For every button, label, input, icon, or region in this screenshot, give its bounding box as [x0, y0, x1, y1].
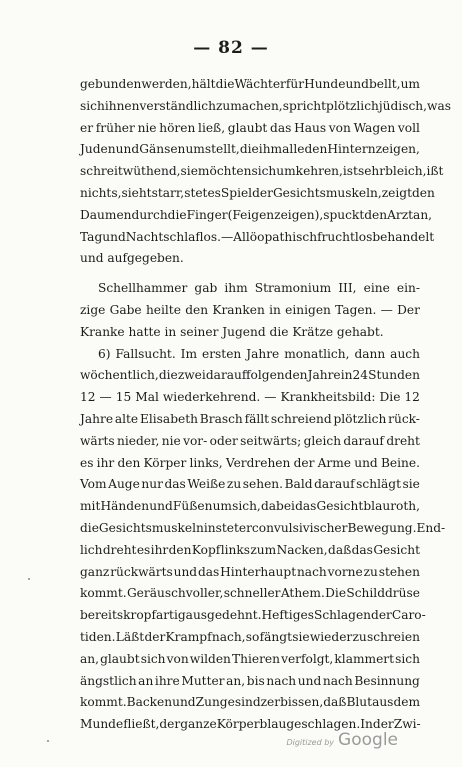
text-line: 12 — 15 Mal wiederkehrend. — Krankheitsbild: Die 12	[80, 390, 420, 405]
page-number: — 82 —	[193, 38, 269, 58]
text-line: wärts nieder, nie vor- oder seitwärts; gleich darauf dreht	[80, 433, 420, 448]
text-line: Daumen durch die Finger (Feigen zeigen), spuckt den Arzt an,	[80, 207, 433, 222]
text-line: mit Händen und Füßen um sich, dabei das Gesicht blauroth,	[80, 499, 420, 514]
text-line: bereits kropfartig ausgedehnt. Heftiges Schlagen der Caro-	[80, 608, 426, 623]
text-line: und aufgegeben.	[80, 251, 184, 266]
ink-speck	[47, 740, 49, 742]
text-line: ängstlich an ihre Mutter an, bis nach und nach Besinnung	[80, 673, 420, 688]
text-line: die Gesichtsmuskeln in steter convulsivischer Bewegung. End-	[80, 520, 446, 535]
text-line: sich ihnen verständlich zu machen, spricht plötzlich jüdisch, was	[80, 98, 451, 113]
text-line: lich dreht es ihr den Kopf links zum Nacken, daß das Gesicht	[80, 542, 420, 557]
text-line: er früher nie hören ließ, glaubt das Haus von Wagen voll	[80, 120, 420, 135]
text-line: Jahre alte Elisabeth Brasch fällt schreiend plötzlich rück-	[80, 411, 420, 426]
ink-speck	[28, 578, 30, 580]
text-line: gebunden werden, hält die Wächter für Hunde und bellt, um	[80, 77, 420, 91]
google-logo: Google	[338, 730, 398, 750]
text-line: kommt. Geräuschvoller, schneller Athem. Die Schilddrüse	[80, 586, 420, 601]
text-line: 6) Fallsucht. Im ersten Jahre monatlich, dann auch	[98, 346, 420, 361]
text-line: kommt. Backen und Zunge sind zerbissen, daß Blut aus dem	[80, 695, 421, 710]
digitized-watermark	[286, 730, 398, 750]
body-text	[80, 74, 451, 736]
text-line: tiden. Läßt der Krampf nach, so fängt sie wieder zu schreien	[80, 629, 420, 644]
text-line: ganz rückwärts und das Hinterhaupt nach vorne zu stehen	[80, 564, 420, 579]
text-line: schreit wüthend, sie möchten sich umkehren, ist sehr bleich, ißt	[80, 164, 444, 179]
watermark-prefix: Digitized by	[286, 738, 335, 747]
text-line: nichts, sieht starr, stetes Spiel der Gesichtsmuskeln, zeigt den	[80, 185, 435, 200]
text-line: Tag und Nacht schlaflos. — Allöopathisch fruchtlos behandelt	[80, 229, 435, 244]
text-line: Juden und Gänsen umstellt, die ihm alle den Hintern zeigen,	[80, 142, 420, 157]
text-line: Schellhammer gab ihm Stramonium III, eine ein-	[98, 281, 420, 296]
text-line: Vom Auge nur das Weiße zu sehen. Bald darauf schlägt sie	[80, 477, 420, 492]
text-line: Kranke hatte in seiner Jugend die Krätze gehabt.	[80, 324, 384, 339]
text-line: an, glaubt sich von wilden Thieren verfolgt, klammert sich	[80, 651, 420, 666]
text-line: es ihr den Körper links, Verdrehen der Arme und Beine.	[80, 455, 420, 470]
text-line: zige Gabe heilte den Kranken in einigen Tagen. — Der	[80, 302, 420, 317]
text-line: Munde fließt, der ganze Körper blau geschlagen. In der Zwi-	[80, 717, 421, 732]
text-line: wöchentlich, die zwei darauffolgenden Jahre in 24 Stunden	[80, 368, 420, 383]
